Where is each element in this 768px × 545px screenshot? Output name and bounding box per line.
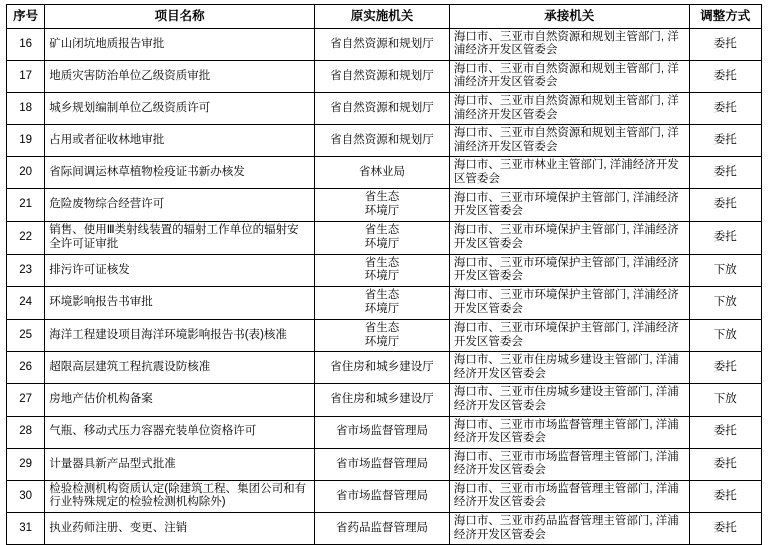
cell-adjustment-mode: 下放 [689, 319, 762, 352]
cell-seq: 16 [7, 28, 45, 60]
column-header-adjustment-mode: 调整方式 [689, 5, 762, 29]
cell-seq: 26 [7, 352, 45, 384]
cell-original-agency: 省生态 环境厅 [315, 287, 450, 320]
cell-receiving-agency: 海口市、三亚市林业主管部门, 洋浦经济开发区管委会 [449, 157, 689, 189]
cell-seq: 31 [7, 512, 45, 544]
table-row [7, 448, 762, 480]
cell-adjustment-mode: 委托 [689, 352, 762, 384]
cell-seq: 18 [7, 93, 45, 125]
cell-name: 海洋工程建设项目海洋环境影响报告书(表)核准 [45, 319, 315, 352]
cell-original-agency: 省生态 环境厅 [315, 189, 450, 222]
cell-adjustment-mode: 委托 [689, 480, 762, 512]
cell-receiving-agency: 海口市、三亚市自然资源和规划主管部门, 洋浦经济开发区管委会 [449, 28, 689, 60]
cell-seq: 22 [7, 221, 45, 254]
cell-name: 房地产估价机构备案 [45, 384, 315, 416]
cell-original-agency: 省住房和城乡建设厅 [315, 384, 450, 416]
cell-name: 占用或者征收林地审批 [45, 125, 315, 157]
table-row [7, 93, 762, 125]
table-row [7, 157, 762, 189]
column-header-name: 项目名称 [45, 5, 315, 29]
cell-original-agency: 省市场监督管理局 [315, 416, 450, 448]
column-header-original-agency: 原实施机关 [315, 5, 450, 29]
cell-name: 计量器具新产品型式批准 [45, 448, 315, 480]
cell-adjustment-mode: 委托 [689, 221, 762, 254]
cell-receiving-agency: 海口市、三亚市市场监督管理主管部门, 洋浦经济开发区管委会 [449, 416, 689, 448]
cell-original-agency: 省自然资源和规划厅 [315, 125, 450, 157]
cell-adjustment-mode: 委托 [689, 60, 762, 92]
cell-receiving-agency: 海口市、三亚市环境保护主管部门, 洋浦经济开发区管委会 [449, 189, 689, 222]
table-row [7, 28, 762, 60]
table-row [7, 125, 762, 157]
cell-adjustment-mode: 委托 [689, 157, 762, 189]
table-row [7, 60, 762, 92]
cell-adjustment-mode: 委托 [689, 512, 762, 544]
table-header-row [7, 5, 762, 29]
cell-seq: 23 [7, 254, 45, 287]
cell-original-agency: 省自然资源和规划厅 [315, 93, 450, 125]
cell-original-agency: 省林业局 [315, 157, 450, 189]
cell-original-agency: 省市场监督管理局 [315, 448, 450, 480]
cell-receiving-agency: 海口市、三亚市自然资源和规划主管部门, 洋浦经济开发区管委会 [449, 60, 689, 92]
table-row [7, 287, 762, 320]
cell-name: 检验检测机构资质认定(除建筑工程、集团公司和有行业特殊规定的检验检测机构除外) [45, 480, 315, 512]
table-row [7, 319, 762, 352]
cell-adjustment-mode: 委托 [689, 416, 762, 448]
cell-name: 气瓶、移动式压力容器充装单位资格许可 [45, 416, 315, 448]
cell-seq: 19 [7, 125, 45, 157]
cell-original-agency: 省生态 环境厅 [315, 319, 450, 352]
cell-name: 环境影响报告书审批 [45, 287, 315, 320]
cell-original-agency: 省自然资源和规划厅 [315, 60, 450, 92]
cell-original-agency: 省住房和城乡建设厅 [315, 352, 450, 384]
cell-seq: 20 [7, 157, 45, 189]
cell-adjustment-mode: 下放 [689, 287, 762, 320]
cell-seq: 21 [7, 189, 45, 222]
table-row [7, 480, 762, 512]
cell-adjustment-mode: 下放 [689, 384, 762, 416]
cell-seq: 17 [7, 60, 45, 92]
cell-name: 销售、使用Ⅲ类射线装置的辐射工作单位的辐射安全许可证审批 [45, 221, 315, 254]
cell-name: 超限高层建筑工程抗震设防核准 [45, 352, 315, 384]
cell-receiving-agency: 海口市、三亚市环境保护主管部门, 洋浦经济开发区管委会 [449, 319, 689, 352]
cell-name: 矿山闭坑地质报告审批 [45, 28, 315, 60]
table-row [7, 221, 762, 254]
cell-name: 城乡规划编制单位乙级资质许可 [45, 93, 315, 125]
cell-name: 排污许可证核发 [45, 254, 315, 287]
table-row [7, 352, 762, 384]
cell-seq: 27 [7, 384, 45, 416]
table-row [7, 254, 762, 287]
cell-receiving-agency: 海口市、三亚市市场监督管理主管部门, 洋浦经济开发区管委会 [449, 480, 689, 512]
cell-adjustment-mode: 委托 [689, 28, 762, 60]
table-body [7, 28, 762, 544]
cell-adjustment-mode: 委托 [689, 448, 762, 480]
cell-adjustment-mode: 委托 [689, 125, 762, 157]
cell-seq: 25 [7, 319, 45, 352]
cell-adjustment-mode: 委托 [689, 189, 762, 222]
cell-receiving-agency: 海口市、三亚市药品监督管理主管部门, 洋浦经济开发区管委会 [449, 512, 689, 544]
cell-seq: 28 [7, 416, 45, 448]
cell-original-agency: 省自然资源和规划厅 [315, 28, 450, 60]
cell-seq: 29 [7, 448, 45, 480]
cell-original-agency: 省市场监督管理局 [315, 480, 450, 512]
cell-receiving-agency: 海口市、三亚市住房城乡建设主管部门, 洋浦经济开发区管委会 [449, 352, 689, 384]
cell-adjustment-mode: 委托 [689, 93, 762, 125]
cell-receiving-agency: 海口市、三亚市环境保护主管部门, 洋浦经济开发区管委会 [449, 254, 689, 287]
cell-receiving-agency: 海口市、三亚市住房城乡建设主管部门, 洋浦经济开发区管委会 [449, 384, 689, 416]
cell-name: 危险废物综合经营许可 [45, 189, 315, 222]
cell-receiving-agency: 海口市、三亚市自然资源和规划主管部门, 洋浦经济开发区管委会 [449, 125, 689, 157]
cell-name: 省际间调运林草植物检疫证书新办核发 [45, 157, 315, 189]
table-row [7, 512, 762, 544]
table-row [7, 384, 762, 416]
cell-original-agency: 省生态 环境厅 [315, 254, 450, 287]
table-header [7, 5, 762, 29]
cell-receiving-agency: 海口市、三亚市环境保护主管部门, 洋浦经济开发区管委会 [449, 221, 689, 254]
cell-original-agency: 省药品监督管理局 [315, 512, 450, 544]
cell-adjustment-mode: 下放 [689, 254, 762, 287]
cell-receiving-agency: 海口市、三亚市市场监督管理主管部门, 洋浦经济开发区管委会 [449, 448, 689, 480]
cell-seq: 30 [7, 480, 45, 512]
approval-items-table [6, 4, 762, 545]
table-row [7, 416, 762, 448]
cell-receiving-agency: 海口市、三亚市环境保护主管部门, 洋浦经济开发区管委会 [449, 287, 689, 320]
cell-original-agency: 省生态 环境厅 [315, 221, 450, 254]
column-header-seq: 序号 [7, 5, 45, 29]
table-row [7, 189, 762, 222]
cell-name: 执业药师注册、变更、注销 [45, 512, 315, 544]
cell-name: 地质灾害防治单位乙级资质审批 [45, 60, 315, 92]
cell-seq: 24 [7, 287, 45, 320]
column-header-receiving-agency: 承接机关 [449, 5, 689, 29]
cell-receiving-agency: 海口市、三亚市自然资源和规划主管部门, 洋浦经济开发区管委会 [449, 93, 689, 125]
